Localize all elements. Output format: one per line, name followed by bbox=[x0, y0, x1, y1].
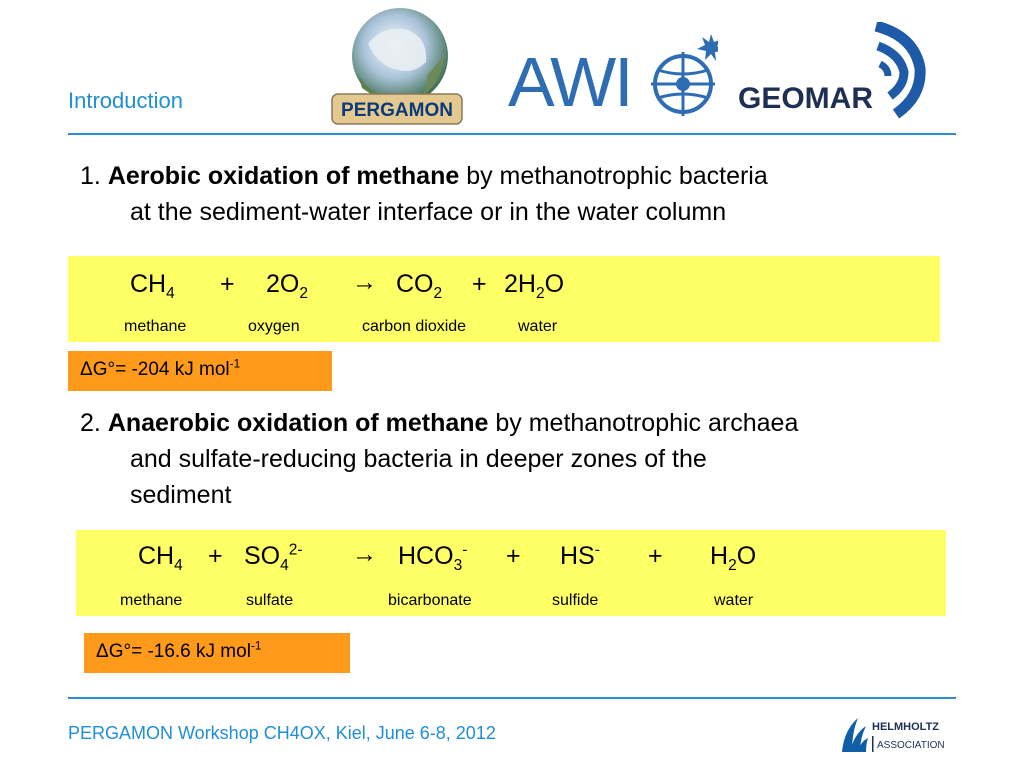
label-oxygen: oxygen bbox=[248, 318, 300, 335]
formula-o2: $2O_2$ bbox=[266, 270, 308, 302]
plus-sign: + bbox=[220, 270, 235, 298]
item-number: 1. bbox=[80, 162, 101, 190]
item-anaerobic-oxidation bbox=[80, 405, 1000, 513]
plus-sign: + bbox=[208, 542, 223, 570]
item-aerobic-oxidation bbox=[80, 158, 1000, 230]
equation-box-anaerobic bbox=[76, 530, 946, 616]
formula-ch4: $CH_4$ bbox=[138, 542, 183, 574]
label-methane: methane bbox=[124, 318, 187, 335]
label-water: water bbox=[714, 592, 754, 609]
awi-logo-text: AWI bbox=[508, 43, 632, 121]
formula-hco3: $HCO_3^-$ bbox=[398, 541, 468, 574]
item-number: 2. bbox=[80, 409, 101, 437]
plus-sign: + bbox=[648, 542, 663, 570]
helmholtz-logo-line1: HELMHOLTZ bbox=[872, 721, 940, 733]
slide-title: Introduction bbox=[68, 88, 183, 113]
item-heading: Anaerobic oxidation of methane bbox=[107, 409, 489, 437]
reaction-arrow-icon: → bbox=[352, 268, 377, 296]
formula-hs: HS- bbox=[560, 541, 600, 570]
label-sulfate: sulfate bbox=[246, 592, 294, 609]
footer-text: PERGAMON Workshop CH4OX, Kiel, June 6-8, 2012 bbox=[68, 723, 496, 743]
formula-so4: $SO_4^{2-}$ bbox=[244, 541, 303, 574]
formula-h2o: $2H_2O$ bbox=[504, 270, 565, 302]
item-text-line2: at the sediment-water interface or in the water column bbox=[130, 198, 727, 226]
item-heading: Aerobic oxidation of methane bbox=[107, 162, 460, 190]
formula-ch4: CH bbox=[130, 270, 167, 298]
label-bicarbonate: bicarbonate bbox=[388, 592, 472, 609]
geomar-logo-text: GEOMAR bbox=[738, 82, 873, 115]
equation-aerobic: $CH_4$ bbox=[130, 270, 175, 302]
item-text-line2: and sulfate-reducing bacteria in deeper zones of the bbox=[130, 445, 707, 473]
pergamon-logo bbox=[328, 4, 466, 128]
header-divider bbox=[68, 133, 956, 135]
plus-sign: + bbox=[506, 542, 521, 570]
awi-logo bbox=[508, 28, 718, 124]
helmholtz-logo-line2: ASSOCIATION bbox=[877, 740, 945, 751]
plus-sign: + bbox=[472, 270, 487, 298]
footer-divider bbox=[68, 697, 956, 699]
formula-co2: $CO_2$ bbox=[396, 270, 443, 302]
equation-box-aerobic bbox=[68, 256, 940, 342]
formula-h2o: $H_2O$ bbox=[710, 542, 757, 574]
gibbs-energy-aerobic: ΔG°= -204 kJ mol$^{-1}$ bbox=[68, 351, 332, 391]
label-water: water bbox=[518, 318, 558, 335]
label-sulfide: sulfide bbox=[552, 592, 599, 609]
label-methane: methane bbox=[120, 592, 183, 609]
reaction-arrow-icon: → bbox=[352, 540, 377, 568]
label-carbon-dioxide: carbon dioxide bbox=[362, 318, 467, 335]
gibbs-energy-anaerobic: ΔG°= -16.6 kJ mol$^{-1}$ bbox=[84, 633, 350, 673]
helmholtz-logo bbox=[838, 712, 958, 756]
geomar-logo bbox=[738, 22, 926, 128]
item-text: by methanotrophic archaea bbox=[495, 409, 799, 437]
pergamon-logo-text: PERGAMON bbox=[341, 100, 453, 121]
item-text-line3: sediment bbox=[130, 481, 232, 509]
item-text: by methanotrophic bacteria bbox=[466, 162, 768, 190]
